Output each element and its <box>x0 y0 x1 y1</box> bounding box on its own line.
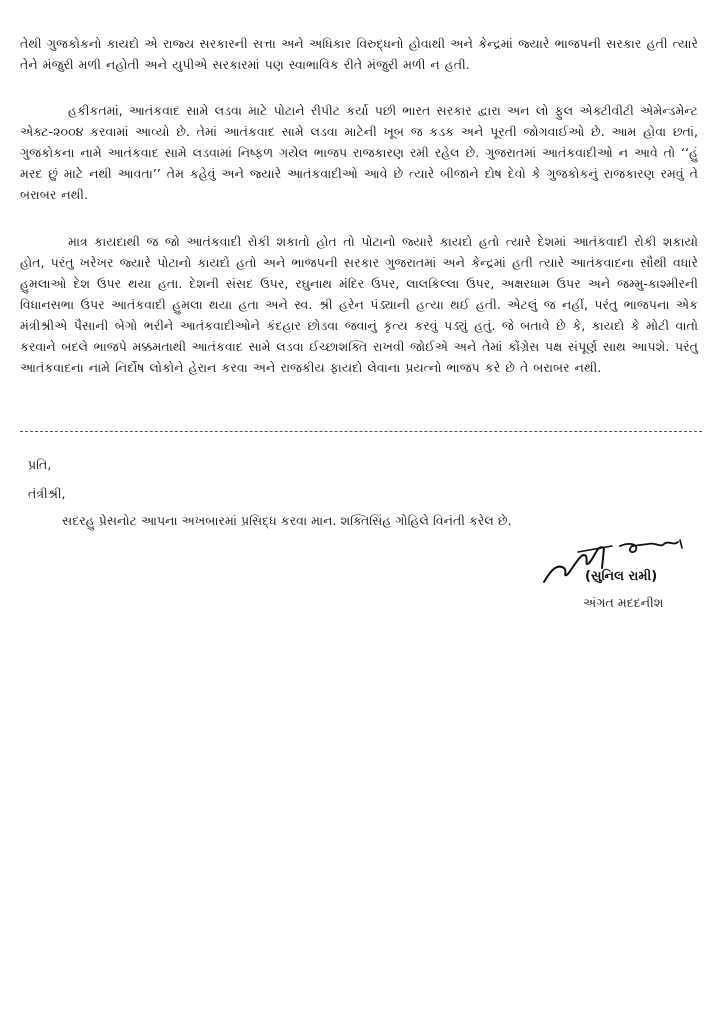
body-paragraph-1: તેથી ગુજકોકનો કાયદો એ રાજ્ય સરકારની સત્તા અને અધિકાર વિરુદ્ધનો હોવાથી અને કેન્દ્રમાં જ્યારે ભાજપની સરકાર હતી ત્યારે તેને મંજુરી મળી નહોતી અને યુપીએ સરકારમાં પણ સ્વાભાવિક રીતે મંજુરી મળી ન હતી. <box>20 36 698 72</box>
dashed-divider <box>20 431 702 432</box>
salutation-editor: તંત્રીશ્રી, <box>28 486 66 501</box>
salutation-to: પ્રતિ, <box>28 457 52 472</box>
body-paragraph-3: માત્ર કાયદાથી જ જો આતંકવાદી રોકી શકાતો હોત તો પોટાનો જ્યારે કાયદો હતો ત્યારે દેશમાં આતંકવાદી રોકી શકાયો હોત, પરંતુ ખરેખર જ્યારે પોટાનો કાયદો હતો અને ભાજપની સરકાર ગુજરાતમાં અને કેન્દ્રમાં હતી ત્યારે આતંકવાદના સૌથી વધારે હુમલાઓ દેશ ઉપર થયા હતા. દેશની સંસદ ઉપર, રઘુનાથ મંદિર ઉપર, લાલકિલ્લા ઉપર, અક્ષરધામ ઉપર અને જમ્મુ-કાશ્મીરની વિધાનસભા ઉપર આતંકવાદી હુમલા થયા હતા અને સ્વ. શ્રી હરેન પંડ્યાની હત્યા થઈ હતી. એટલું જ નહીં, પરંતુ ભાજપના એક મંત્રીશ્રીએ પૈસાની બેગો ભરીને આતંકવાદીઓને કંદહાર છોડવા જવાનું કૃત્ય કરવું પડ્યું હતું. જે બતાવે છે કે, કાયદો કે મોટી વાતો કરવાને બદલે ભાજપે મક્કમતાથી આતંકવાદ સામે લડવા ઈચ્છાશક્તિ રાખવી જોઈએ અને તેમાં કોંગ્રેસ પક્ષ સંપૂર્ણ સાથ આપશે. પરંતુ આતંકવાદના નામે નિર્દોષ લોકોને હેરાન કરવા અને રાજકીય ફાયદો લેવાના પ્રયત્નો ભાજપ કરે છે તે બરાબર નથી. <box>20 234 698 375</box>
publication-request-line: સદરહુ પ્રેસનોટ આપના અખબારમાં પ્રસિદ્ધ કરવા માન. શક્તિસિંહ ગોહિલે વિનંતી કરેલ છે. <box>62 513 512 528</box>
body-paragraph-2: હકીકતમાં, આતંકવાદ સામે લડવા માટે પોટાને રીપીટ કર્યા પછી ભારત સરકાર દ્વારા અન લો ફુલ એક્ટીવીટી એમેન્ડમેન્ટ એક્ટ-૨૦૦૪ કરવામાં આવ્યો છે. તેમાં આતંકવાદ સામે લડવા માટેની ખૂબ જ કડક અને પૂરતી જોગવાઈઓ છે. આમ હોવા છતાં, ગુજકોકના નામે આતંકવાદ સામે લડવામાં નિષ્ફળ ગયેલ ભાજપ રાજકારણ રમી રહેલ છે. ગુજરાતમાં આતંકવાદીઓ ન આવે તો ‘‘હું મરદ છું માટે નથી આવતા’’ તેમ કહેવું અને જ્યારે આતંકવાદીઓ આવે છે ત્યારે બીજાને દોષ દેવો કે ગુજકોકનું રાજકારણ રમવું તે બરાબર નથી. <box>20 103 698 202</box>
signer-title: અંગત મદદનીશ <box>583 595 664 610</box>
signer-name: (સુનિલ રામી) <box>585 569 658 584</box>
